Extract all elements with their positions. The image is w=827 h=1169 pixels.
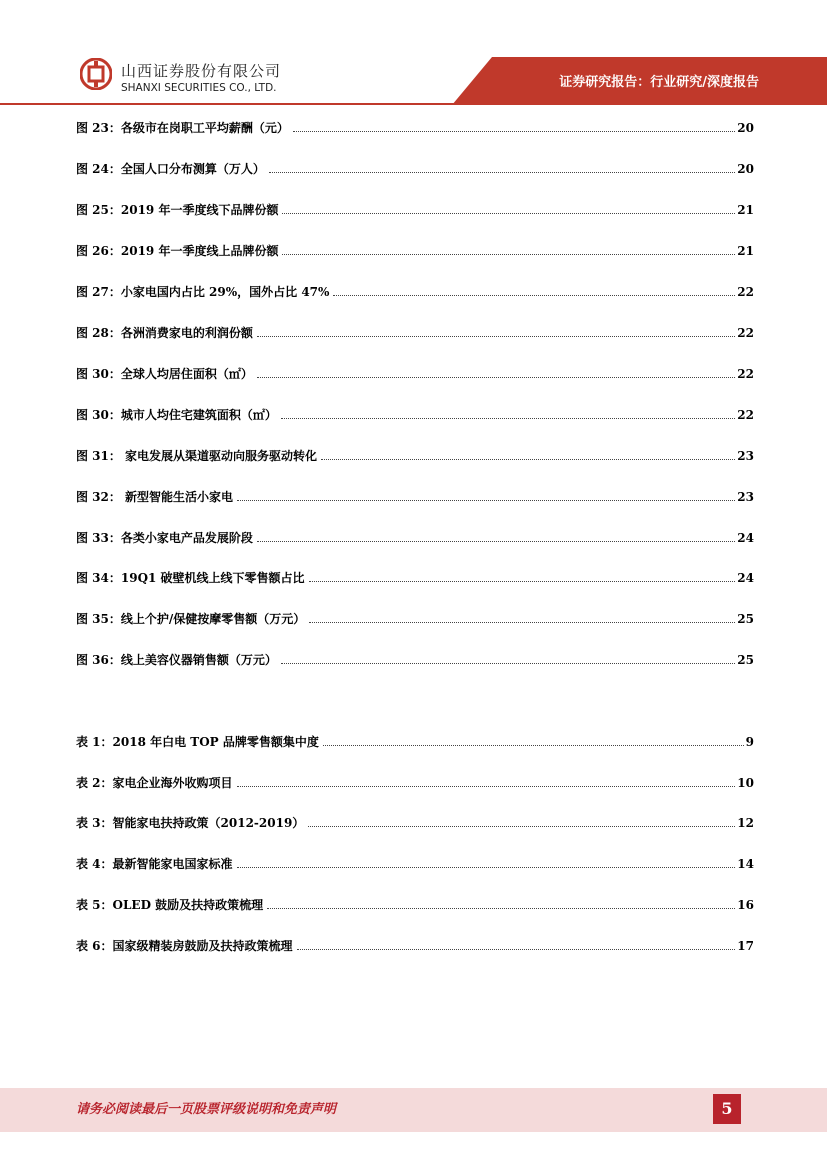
toc-page: 20 bbox=[737, 121, 754, 135]
report-type: 证券研究报告：行业研究/深度报告 bbox=[559, 75, 759, 90]
toc-entry-table[interactable] bbox=[76, 937, 754, 955]
toc-title: 表 5：OLED 鼓励及扶持政策梳理 bbox=[76, 898, 264, 912]
toc-page: 24 bbox=[737, 571, 754, 585]
toc-title: 图 33：各类小家电产品发展阶段 bbox=[76, 531, 253, 545]
toc-leader-dots bbox=[297, 949, 736, 950]
toc-entry-figure[interactable] bbox=[76, 365, 754, 383]
toc-page: 23 bbox=[737, 490, 754, 504]
toc-page: 24 bbox=[737, 531, 754, 545]
toc-title: 图 32： 新型智能生活小家电 bbox=[76, 490, 234, 504]
toc-entry-table[interactable] bbox=[76, 733, 754, 751]
toc-entry-figure[interactable] bbox=[76, 651, 754, 669]
toc-page: 14 bbox=[737, 857, 754, 871]
toc-entry-table[interactable] bbox=[76, 814, 754, 832]
toc-page: 22 bbox=[737, 408, 754, 422]
toc-leader-dots bbox=[333, 295, 735, 296]
toc-leader-dots bbox=[237, 786, 736, 787]
toc-page: 17 bbox=[737, 939, 754, 953]
toc-page: 16 bbox=[737, 898, 754, 912]
toc-entry-table[interactable] bbox=[76, 855, 754, 873]
toc-page: 21 bbox=[737, 244, 754, 258]
toc-title: 图 36：线上美容仪器销售额（万元） bbox=[76, 653, 277, 667]
toc-entry-figure[interactable] bbox=[76, 406, 754, 424]
toc-title: 图 30：全球人均居住面积（㎡） bbox=[76, 367, 253, 381]
toc-leader-dots bbox=[309, 622, 735, 623]
toc-title: 图 26：2019 年一季度线上品牌份额 bbox=[76, 244, 279, 258]
company-name-cn: 山西证券股份有限公司 bbox=[121, 62, 282, 80]
toc-entry-figure[interactable] bbox=[76, 447, 754, 465]
toc-leader-dots bbox=[321, 459, 735, 460]
toc-leader-dots bbox=[281, 663, 735, 664]
toc-entry-table[interactable] bbox=[76, 774, 754, 792]
toc-leader-dots bbox=[309, 581, 736, 582]
toc-leader-dots bbox=[282, 254, 735, 255]
toc-title: 图 24：全国人口分布测算（万人） bbox=[76, 162, 265, 176]
toc-entry-figure[interactable] bbox=[76, 242, 754, 260]
toc-leader-dots bbox=[237, 867, 736, 868]
toc-entry-figure[interactable] bbox=[76, 529, 754, 547]
toc-title: 图 25：2019 年一季度线下品牌份额 bbox=[76, 203, 279, 217]
toc-entry-figure[interactable] bbox=[76, 119, 754, 137]
toc-entry-figure[interactable] bbox=[76, 283, 754, 301]
toc-title: 表 6：国家级精装房鼓励及扶持政策梳理 bbox=[76, 939, 293, 953]
toc-leader-dots bbox=[257, 377, 735, 378]
toc-page: 22 bbox=[737, 326, 754, 340]
footer-disclaimer: 请务必阅读最后一页股票评级说明和免责声明 bbox=[76, 1102, 337, 1117]
toc-leader-dots bbox=[281, 418, 735, 419]
toc-page: 22 bbox=[737, 285, 754, 299]
toc-title: 表 1：2018 年白电 TOP 品牌零售额集中度 bbox=[76, 735, 319, 749]
toc-entry-figure[interactable] bbox=[76, 488, 754, 506]
toc-page: 25 bbox=[737, 653, 754, 667]
toc-title: 图 27：小家电国内占比 29%，国外占比 47% bbox=[76, 285, 330, 299]
toc-leader-dots bbox=[323, 745, 744, 746]
toc-page: 20 bbox=[737, 162, 754, 176]
toc-leader-dots bbox=[257, 336, 735, 337]
toc-title: 表 3：智能家电扶持政策（2012-2019） bbox=[76, 816, 305, 830]
toc-entry-table[interactable] bbox=[76, 896, 754, 914]
toc-leader-dots bbox=[267, 908, 735, 909]
toc-title: 图 28：各洲消费家电的利润份额 bbox=[76, 326, 253, 340]
toc-leader-dots bbox=[237, 500, 735, 501]
toc-leader-dots bbox=[293, 131, 735, 132]
toc-page: 22 bbox=[737, 367, 754, 381]
toc-entry-figure[interactable] bbox=[76, 201, 754, 219]
toc-entry-figure[interactable] bbox=[76, 610, 754, 628]
toc-page: 25 bbox=[737, 612, 754, 626]
toc-page: 12 bbox=[737, 816, 754, 830]
page-number: 5 bbox=[713, 1094, 741, 1124]
toc-title: 图 23：各级市在岗职工平均薪酬（元） bbox=[76, 121, 289, 135]
toc-leader-dots bbox=[269, 172, 735, 173]
toc-title: 表 4：最新智能家电国家标准 bbox=[76, 857, 233, 871]
toc-leader-dots bbox=[282, 213, 735, 214]
toc-title: 表 2：家电企业海外收购项目 bbox=[76, 776, 233, 790]
toc-title: 图 30：城市人均住宅建筑面积（㎡） bbox=[76, 408, 277, 422]
toc-entry-figure[interactable] bbox=[76, 160, 754, 178]
toc-entry-figure[interactable] bbox=[76, 324, 754, 342]
company-logo bbox=[80, 58, 112, 90]
toc-title: 图 35：线上个护/保健按摩零售额（万元） bbox=[76, 612, 306, 626]
toc-leader-dots bbox=[257, 541, 735, 542]
toc-page: 21 bbox=[737, 203, 754, 217]
toc-page: 23 bbox=[737, 449, 754, 463]
company-name-en: SHANXI SECURITIES CO., LTD. bbox=[121, 82, 277, 94]
toc-title: 图 34：19Q1 破壁机线上线下零售额占比 bbox=[76, 571, 305, 585]
toc-entry-figure[interactable] bbox=[76, 569, 754, 587]
toc-page: 9 bbox=[745, 735, 754, 749]
toc-title: 图 31： 家电发展从渠道驱动向服务驱动转化 bbox=[76, 449, 318, 463]
toc-leader-dots bbox=[308, 826, 735, 827]
toc-page: 10 bbox=[737, 776, 754, 790]
